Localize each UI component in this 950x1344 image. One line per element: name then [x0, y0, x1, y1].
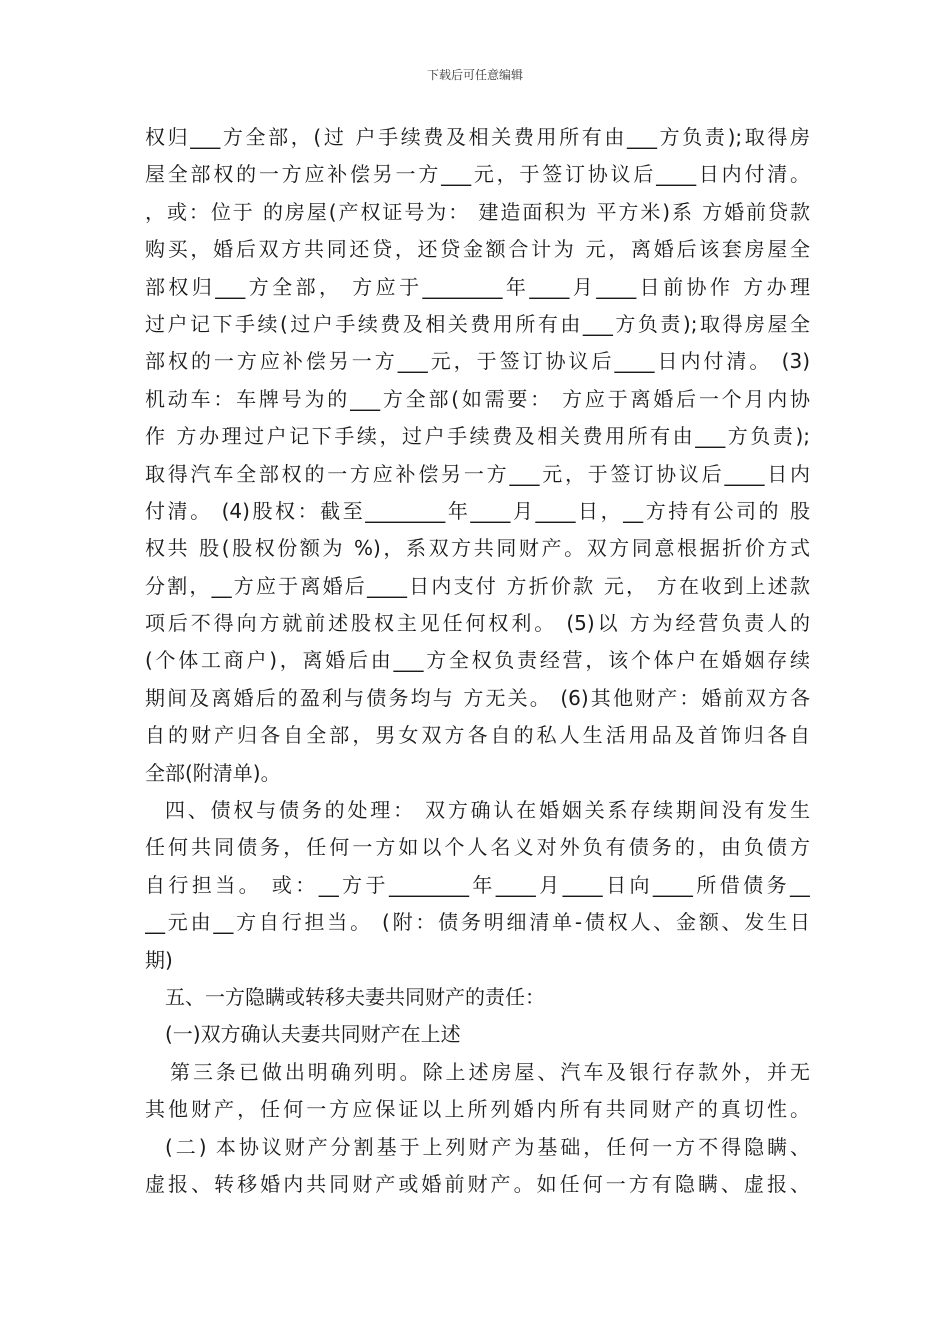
text-line: 权共 股(股权份额为 %)，系双方共同财产。双方同意根据折价方式: [145, 536, 810, 561]
text-line: 任何共同债务，任何一方如以个人名义对外负有债务的，由负债方: [145, 835, 810, 860]
text-line: 分割，__方应于离婚后____日内支付 方折价款 元， 方在收到上述款: [145, 573, 810, 598]
text-line: 期间及离婚后的盈利与债务均与 方无关。 (6)其他财产：婚前双方各: [145, 685, 810, 710]
text-line: (个体工商户)，离婚后由___方全权负责经营，该个体户在婚姻存续: [145, 648, 810, 673]
page-header: 下载后可任意编辑: [426, 68, 523, 82]
text-line: 权归___方全部，(过 户手续费及相关费用所有由___方负责);取得房: [145, 125, 810, 149]
text-line: 付清。 (4)股权：截至________年____月____日，__方持有公司的 股: [145, 498, 810, 523]
subsection-one: (一)双方确认夫妻共同财产在上述: [165, 1022, 461, 1047]
text-line: 自的财产归各自全部，男女双方各自的私人生活用品及首饰归各自: [145, 723, 810, 748]
text-line: 取得汽车全部权的一方应补偿另一方___元，于签订协议后____日内: [145, 461, 810, 486]
section-heading-concealment: 五、一方隐瞒或转移夫妻共同财产的责任：: [165, 984, 545, 1009]
text-line: 机动车：车牌号为的___方全部(如需要： 方应于离婚后一个月内协: [145, 386, 810, 411]
document-body: [145, 119, 810, 1203]
section-heading-debts: 四、债权与债务的处理： 双方确认在婚姻关系存续期间没有发生: [165, 798, 810, 823]
text-line: 过户记下手续(过户手续费及相关费用所有由___方负责);取得房屋全: [145, 311, 810, 336]
text-line: 第三条已做出明确列明。除上述房屋、汽车及银行存款外，并无: [170, 1059, 810, 1084]
text-line: __元由__方自行担当。 (附：债务明细清单-债权人、金额、发生日: [145, 910, 810, 935]
text-line: ，或：位于 的房屋(产权证号为： 建造面积为 平方米)系 方婚前贷款: [145, 199, 810, 224]
text-line: 期): [145, 947, 173, 972]
text-line: 部权归___方全部， 方应于________年____月____日前协作 方办理: [145, 274, 810, 299]
text-line: 虚报、转移婚内共同财产或婚前财产。如任何一方有隐瞒、虚报、: [145, 1171, 810, 1196]
text-line: 部权的一方应补偿另一方___元，于签订协议后____日内付清。 (3): [145, 349, 810, 374]
text-line: 自行担当。 或：__方于________年____月____日向____所借债务__: [145, 872, 810, 897]
text-line: 项后不得向方就前述股权主见任何权利。 (5)以 方为经营负责人的: [145, 611, 810, 636]
text-line: 全部(附清单)。: [145, 760, 281, 785]
text-line: 购买，婚后双方共同还贷，还贷金额合计为 元，离婚后该套房屋全: [145, 237, 810, 262]
text-line: 其他财产，任何一方应保证以上所列婚内所有共同财产的真切性。: [145, 1097, 810, 1122]
text-line: 作 方办理过户记下手续，过户手续费及相关费用所有由___方负责);: [145, 424, 810, 449]
text-line: 屋全部权的一方应补偿另一方___元，于签订协议后____日内付清。: [145, 162, 810, 187]
subsection-two: (二) 本协议财产分割基于上列财产为基础，任何一方不得隐瞒、: [165, 1134, 810, 1159]
